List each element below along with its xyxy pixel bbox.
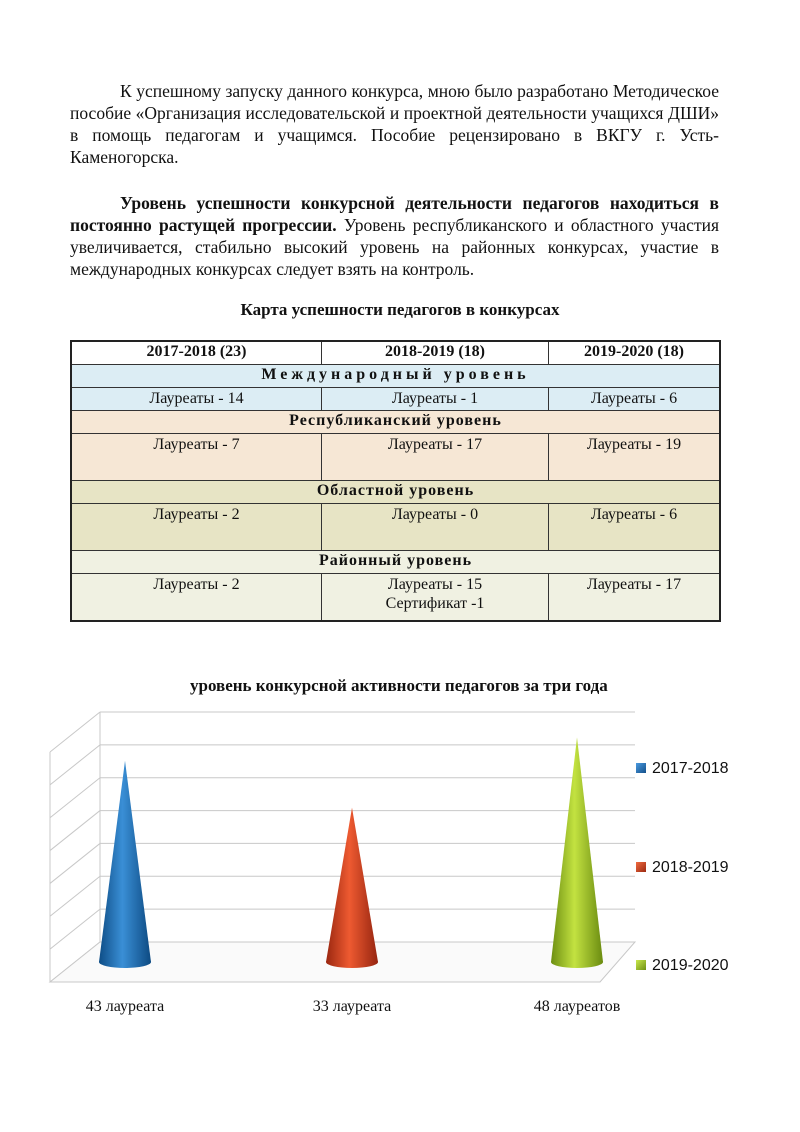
table-row — [71, 434, 720, 481]
cell-text: Лауреаты - 17 — [586, 576, 682, 593]
cell-text: Лауреаты - 14 — [149, 390, 244, 407]
table-header-row — [71, 341, 720, 365]
legend-swatch — [636, 862, 646, 872]
cone-bar-2019-2020 — [551, 737, 603, 962]
legend-label: 2019-2020 — [652, 957, 729, 974]
cell-ray-2017 — [71, 574, 322, 622]
level-international: Международный уровень — [71, 365, 720, 388]
category-label: 43 лауреата — [85, 998, 165, 1015]
legend-label: 2017-2018 — [652, 760, 729, 777]
level-republican: Республиканский уровень — [71, 411, 720, 434]
cell-text: Лауреаты - 19 — [586, 436, 682, 453]
chart-category-labels — [86, 998, 621, 1015]
cell-ray-2019 — [549, 574, 721, 622]
gridline-side — [50, 876, 100, 916]
cell-intl-2017 — [71, 388, 322, 411]
header-year-3: 2019-2020 (18) — [549, 341, 721, 365]
level-row-republican — [71, 411, 720, 434]
level-district: Районный уровень — [71, 551, 720, 574]
chart-title: уровень конкурсной активности педагогов за три года — [190, 676, 608, 695]
gridline-side — [50, 909, 100, 949]
cell-intl-2019 — [549, 388, 721, 411]
table-row — [71, 504, 720, 551]
gridline-side — [50, 843, 100, 883]
cell-obl-2019 — [549, 504, 721, 551]
category-label: 33 лауреата — [312, 998, 392, 1015]
cell-text: Лауреаты - 2 — [153, 576, 240, 593]
paragraph-success-level — [70, 192, 719, 280]
cell-text: Лауреаты - 7 — [153, 436, 240, 453]
cell-ray-2018 — [322, 574, 549, 622]
legend-swatch — [636, 763, 646, 773]
cone-chart — [30, 700, 770, 1030]
cell-text: Лауреаты - 15 — [387, 576, 483, 593]
paragraph-2-text — [70, 192, 719, 280]
gridline-side — [50, 712, 100, 752]
cone-bar-2018-2019 — [326, 808, 378, 962]
cell-rep-2017 — [71, 434, 322, 481]
cell-obl-2017 — [71, 504, 322, 551]
cell-text: Лауреаты - 2 — [153, 506, 240, 523]
table-row — [71, 388, 720, 411]
level-row-district — [71, 551, 720, 574]
level-row-international — [71, 365, 720, 388]
gridline-side — [50, 811, 100, 851]
cone-base — [551, 956, 603, 968]
table-row — [71, 574, 720, 622]
paragraph-2-normal: Уровень республиканского и областного участия увеличивается, стабильно высокий уровень на районных конкурсах, участие в международных конкурсах следует взять на контроль. — [70, 215, 720, 279]
level-row-regional — [71, 481, 720, 504]
cell-text: Лауреаты - 6 — [590, 506, 678, 523]
cell-intl-2018 — [322, 388, 549, 411]
gridline-side — [50, 778, 100, 818]
cone-bar-2017-2018 — [99, 761, 151, 962]
cell-text: Лауреаты - 0 — [391, 506, 479, 523]
cell-obl-2018 — [322, 504, 549, 551]
chart-cones — [99, 737, 603, 968]
legend-swatch — [636, 960, 646, 970]
cell-text: Лауреаты - 1 — [391, 390, 479, 407]
cell-rep-2018 — [322, 434, 549, 481]
cone-base — [326, 956, 378, 968]
cell-text: Лауреаты - 17 — [387, 436, 483, 453]
category-label: 48 лауреатов — [533, 998, 621, 1015]
header-year-2: 2018-2019 (18) — [322, 341, 549, 365]
table-title: Карта успешности педагогов в конкурсах — [240, 300, 560, 319]
header-year-1: 2017-2018 (23) — [71, 341, 322, 365]
success-map-table — [70, 340, 721, 622]
gridline-side — [50, 745, 100, 785]
paragraph-1-text: К успешному запуску данного конкурса, мною было разработано Методическое пособие «Организация исследовательской и проектной деятельности учащихся ДШИ» в помощь педагогам и учащимся. Пособие рецензировано в ВКГУ г. Усть-Каменогорска. — [70, 81, 719, 167]
paragraph-2-bold: Уровень успешности конкурсной деятельности педагогов находиться в постоянно растущей прогрессии. — [70, 193, 719, 235]
cell-text-certificate: Сертификат -1 — [385, 595, 485, 612]
legend-label: 2018-2019 — [652, 859, 729, 876]
cell-text: Лауреаты - 6 — [590, 390, 678, 407]
cone-base — [99, 956, 151, 968]
cell-rep-2019 — [549, 434, 721, 481]
paragraph-methodical-manual — [70, 80, 719, 168]
chart-legend — [636, 760, 729, 974]
level-regional: Областной уровень — [71, 481, 720, 504]
